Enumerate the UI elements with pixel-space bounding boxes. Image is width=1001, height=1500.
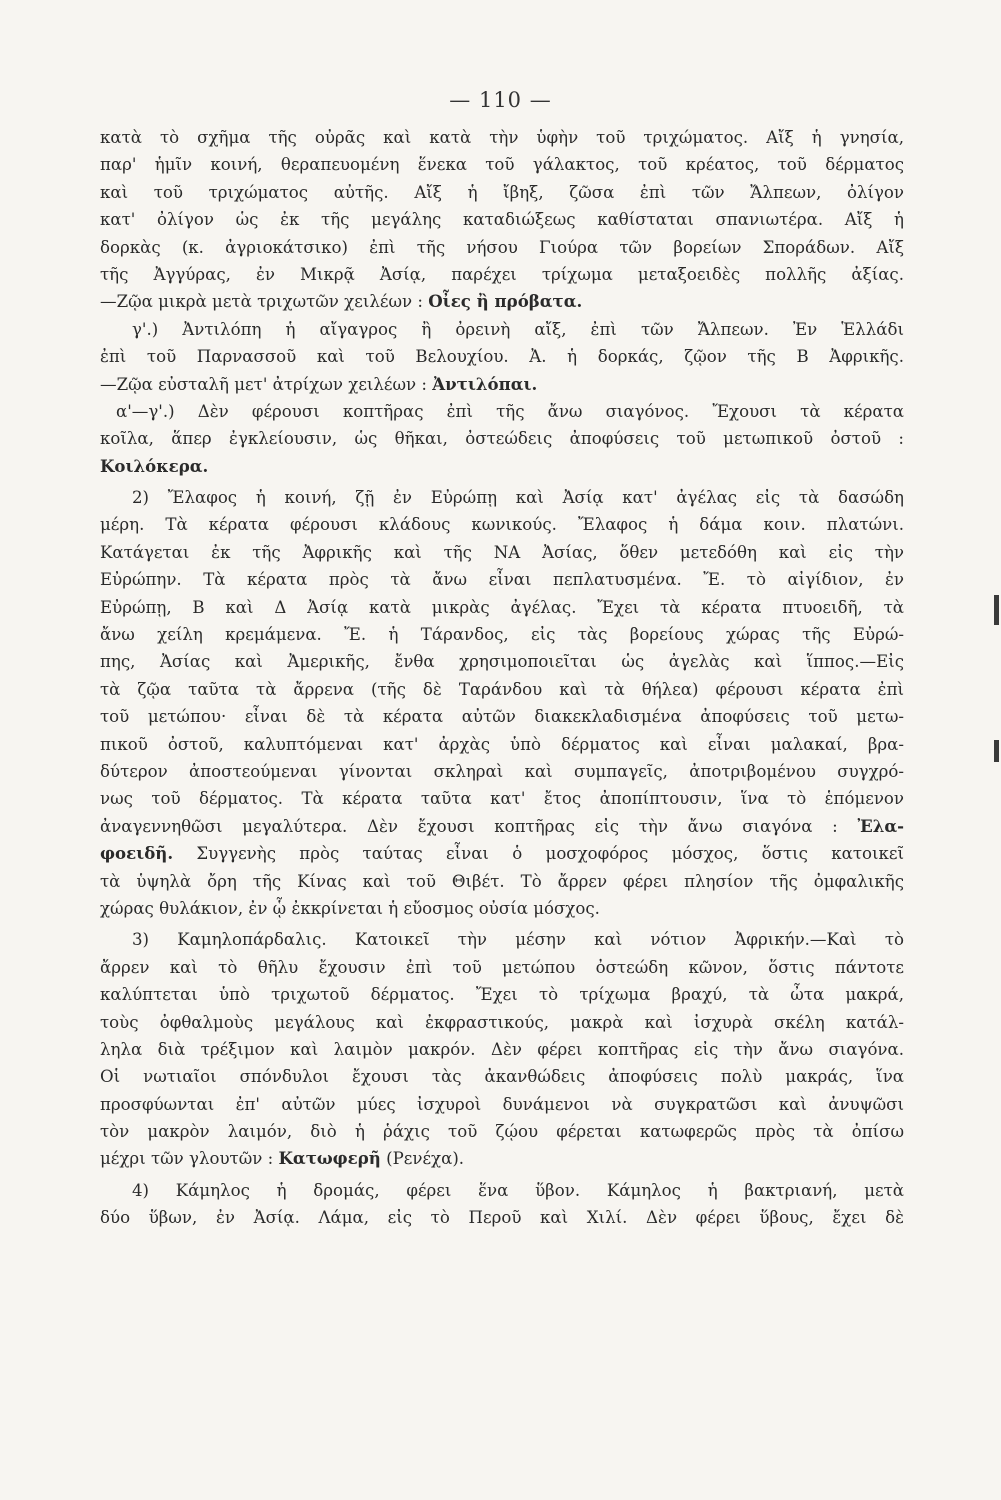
text-line-content: τὰ ὑψηλὰ ὄρη τῆς Κίνας καὶ τοῦ Θιβέτ. Τὸ ἄρρεν φέρει πλησίον τῆς ὀμφαλικῆς — [100, 871, 904, 891]
text-line — [100, 398, 904, 425]
text-line-content: 3) Καμηλοπάρδαλις. Κατοικεῖ τὴν μέσην καὶ νότιον Ἀφρικήν.—Καὶ τὸ — [132, 930, 904, 950]
text-line-content: (Ρενέχα). — [380, 1149, 465, 1169]
text-line-content: καλύπτεται ὑπὸ τριχωτοῦ δέρματος. Ἔχει τὸ τρίχωμα βραχύ, τὰ ὦτα μακρά, — [100, 985, 904, 1005]
page-edge-mark — [994, 595, 999, 625]
text-line — [100, 813, 904, 840]
bold-term: Κοιλόκερα. — [100, 455, 209, 476]
text-line-content: πης, Ἀσίας καὶ Ἀμερικῆς, ἔνθα χρησιμοποιεῖται ὡς ἀγελὰς καὶ ἵππος.—Εἰς — [100, 652, 904, 672]
text-line-content: δορκὰς (κ. ἀγριοκάτσικο) ἐπὶ τῆς νήσου Γιούρα τῶν βορείων Σποράδων. Αἴξ — [100, 237, 904, 257]
text-line — [100, 926, 904, 953]
text-line-content: παρ' ἡμῖν κοινή, θεραπευομένη ἕνεκα τοῦ γάλακτος, τοῦ κρέατος, τοῦ δέρματος — [100, 155, 904, 175]
text-line — [100, 1063, 904, 1090]
text-line-content: μέχρι τῶν γλουτῶν : — [100, 1149, 279, 1169]
text-line-content: ληλα διὰ τρέξιμον καὶ λαιμὸν μακρόν. Δὲν φέρει κοπτῆρας εἰς τὴν ἄνω σιαγόνα. — [100, 1039, 904, 1059]
text-line — [100, 511, 904, 538]
text-line — [100, 703, 904, 730]
page-edge-mark — [994, 740, 999, 762]
text-line — [100, 566, 904, 593]
text-line — [100, 895, 904, 922]
text-line-content: Εὐρώπην. Τὰ κέρατα πρὸς τὰ ἄνω εἶναι πεπλατυσμένα. Ἔ. τὸ αἰγίδιον, ἐν — [100, 570, 904, 590]
text-line-content: τὰ ζῷα ταῦτα τὰ ἄρρενα (τῆς δὲ Ταράνδου καὶ τὰ θήλεα) φέρουσι κέρατα ἐπὶ — [100, 679, 904, 699]
text-line — [100, 621, 904, 648]
text-line-content: Κατάγεται ἐκ τῆς Ἀφρικῆς καὶ τῆς ΝΑ Ἀσίας, ὅθεν μετεδόθη καὶ εἰς τὴν — [100, 542, 904, 562]
text-line — [100, 954, 904, 981]
text-line — [100, 1009, 904, 1036]
text-line-content: κατὰ τὸ σχῆμα τῆς οὐρᾶς καὶ κατὰ τὴν ὑφὴν τοῦ τριχώματος. Αἴξ ἡ γνησία, — [100, 128, 904, 147]
text-line-content: προσφύωνται ἐπ' αὐτῶν μύες ἰσχυροὶ δυνάμενοι νὰ συγκρατῶσι καὶ ἀνυψῶσι — [100, 1094, 904, 1114]
text-line-content: γ'.) Ἀντιλόπη ἡ αἴγαγρος ἢ ὀρεινὴ αἴξ, ἐπὶ τῶν Ἄλπεων. Ἐν Ἑλλάδι — [132, 319, 904, 339]
text-line — [100, 179, 904, 206]
text-line-content: 2) Ἔλαφος ἡ κοινή, ζῇ ἐν Εὐρώπῃ καὶ Ἀσίᾳ κατ' ἀγέλας εἰς τὰ δασώδη — [132, 488, 904, 508]
text-line — [100, 676, 904, 703]
text-line-content: κατ' ὀλίγον ὡς ἐκ τῆς μεγάλης καταδιώξεως καθίσταται σπανιωτέρα. Αἴξ ἡ — [100, 210, 904, 230]
text-line-content: α'—γ'.) Δὲν φέρουσι κοπτῆρας ἐπὶ τῆς ἄνω σιαγόνος. Ἔχουσι τὰ κέρατα — [116, 401, 904, 421]
bold-term: Κατωφερῆ — [278, 1148, 381, 1169]
text-line-content: ἄνω χείλη κρεμάμενα. Ἔ. ἡ Τάρανδος, εἰς τὰς βορείους χώρας τῆς Εὐρώ- — [100, 625, 904, 645]
text-line-content: ἄρρεν καὶ τὸ θῆλυ ἔχουσιν ἐπὶ τοῦ μετώπου ὀστεώδη κῶνον, ὅστις πάντοτε — [100, 957, 904, 977]
text-line — [100, 539, 904, 566]
text-line-content: Οἱ νωτιαῖοι σπόνδυλοι ἔχουσι τὰς ἀκανθώδεις ἀποφύσεις πολὺ μακράς, ἵνα — [100, 1067, 904, 1087]
bold-term: Οἶες ἢ πρόβατα. — [428, 291, 583, 312]
page-body-text — [100, 124, 904, 1232]
text-line — [100, 453, 904, 480]
text-line — [100, 1204, 904, 1231]
bold-term: φοειδῆ. — [100, 843, 174, 864]
text-line — [100, 758, 904, 785]
text-line — [100, 261, 904, 288]
text-line — [100, 1118, 904, 1145]
text-line-content: κοῖλα, ἅπερ ἐγκλείουσιν, ὡς θῆκαι, ὀστεώδεις ἀποφύσεις τοῦ μετωπικοῦ ὀστοῦ : — [100, 429, 904, 449]
text-line — [100, 343, 904, 370]
text-line-content: ἀναγεννηθῶσι μεγαλύτερα. Δὲν ἔχουσι κοπτῆρας εἰς τὴν ἄνω σιαγόνα : — [100, 816, 858, 836]
text-line-content: τοὺς ὀφθαλμοὺς μεγάλους καὶ ἐκφραστικούς, μακρὰ καὶ ἰσχυρὰ σκέλη κατάλ- — [100, 1012, 904, 1032]
text-line — [100, 484, 904, 511]
text-line-content: δύτερον ἀποστεούμεναι γίνονται σκληραὶ καὶ συμπαγεῖς, ἀποτριβομένου συγχρό- — [100, 761, 904, 781]
text-line-content: Συγγενὴς πρὸς ταύτας εἶναι ὁ μοσχοφόρος μόσχος, ὅστις κατοικεῖ — [173, 844, 904, 864]
text-line — [100, 594, 904, 621]
text-line-content: δύο ὕβων, ἐν Ἀσίᾳ. Λάμα, εἰς τὸ Περοῦ καὶ Χιλί. Δὲν φέρει ὕβους, ἔχει δὲ — [100, 1208, 904, 1228]
text-line-content: τοῦ μετώπου· εἶναι δὲ τὰ κέρατα αὐτῶν διακεκλαδισμένα ἀποφύσεις τοῦ μετω- — [100, 707, 904, 727]
text-line — [100, 288, 904, 315]
text-line — [100, 206, 904, 233]
text-line — [100, 868, 904, 895]
text-line-content: χώρας θυλάκιον, ἐν ᾧ ἐκκρίνεται ἡ εὔοσμος οὐσία μόσχος. — [100, 898, 600, 918]
text-line — [100, 371, 904, 398]
text-line-content: —Ζῷα εὐσταλῆ μετ' ἀτρίχων χειλέων : — [100, 374, 433, 394]
text-line-content: καὶ τοῦ τριχώματος αὐτῆς. Αἴξ ἡ ἴβηξ, ζῶσα ἐπὶ τῶν Ἄλπεων, ὀλίγον — [100, 182, 904, 202]
text-line — [100, 648, 904, 675]
bold-term: Ἐλα- — [857, 815, 904, 836]
page-number: — 110 — — [449, 88, 552, 112]
text-line-content: νως τοῦ δέρματος. Τὰ κέρατα ταῦτα κατ' ἔτος ἀποπίπτουσιν, ἵνα τὸ ἑπόμενον — [100, 789, 904, 809]
text-line-content: πικοῦ ὀστοῦ, καλυπτόμεναι κατ' ἀρχὰς ὑπὸ δέρματος καὶ εἶναι μαλακαί, βρα- — [100, 734, 904, 754]
text-line-content: —Ζῷα μικρὰ μετὰ τριχωτῶν χειλέων : — [100, 292, 429, 312]
text-line-content: τῆς Ἀγγύρας, ἐν Μικρᾷ Ἀσίᾳ, παρέχει τρίχωμα μεταξοειδὲς πολλῆς ἀξίας. — [100, 264, 904, 284]
text-line — [100, 731, 904, 758]
text-line — [100, 981, 904, 1008]
bold-term: Ἀντιλόπαι. — [432, 373, 538, 394]
text-line — [100, 785, 904, 812]
text-line — [100, 1145, 904, 1172]
text-line — [100, 425, 904, 452]
text-line — [100, 1177, 904, 1204]
text-line — [100, 840, 904, 867]
text-line — [100, 316, 904, 343]
text-line-content: μέρη. Τὰ κέρατα φέρουσι κλάδους κωνικούς. Ἔλαφος ἡ δάμα κοιν. πλατώνι. — [100, 515, 904, 535]
text-line-content: 4) Κάμηλος ἡ δρομάς, φέρει ἕνα ὕβον. Κάμηλος ἡ βακτριανή, μετὰ — [132, 1180, 904, 1200]
text-line-content: ἐπὶ τοῦ Παρνασσοῦ καὶ τοῦ Βελουχίου. Ἀ. ἡ δορκάς, ζῷον τῆς Β Ἀφρικῆς. — [100, 347, 904, 367]
text-line — [100, 1091, 904, 1118]
text-line-content: Εὐρώπῃ, Β καὶ Δ Ἀσίᾳ κατὰ μικρὰς ἀγέλας. Ἔχει τὰ κέρατα πτυοειδῆ, τὰ — [100, 597, 904, 617]
text-line — [100, 124, 904, 151]
text-line-content: τὸν μακρὸν λαιμόν, διὸ ἡ ῥάχις τοῦ ζῴου φέρεται κατωφερῶς πρὸς τὰ ὀπίσω — [100, 1122, 904, 1142]
text-line — [100, 1036, 904, 1063]
text-line — [100, 151, 904, 178]
text-line — [100, 234, 904, 261]
